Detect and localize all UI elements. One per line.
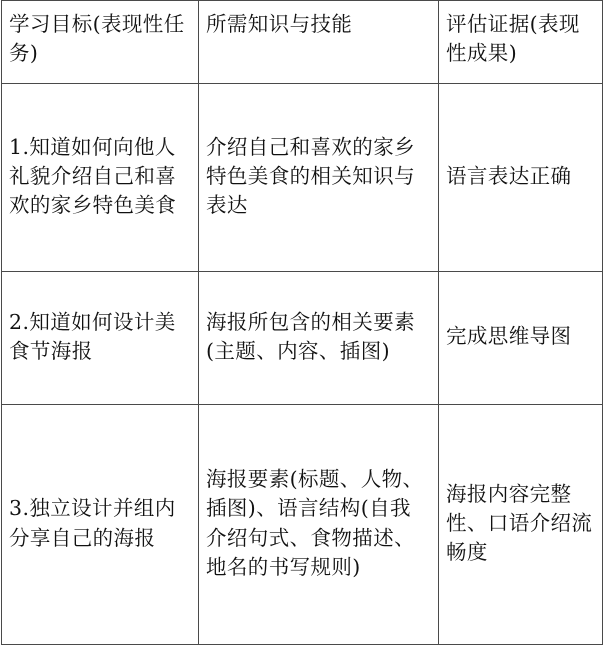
- table-row: [2, 84, 603, 272]
- cell-evidence: 语言表达正确: [439, 84, 603, 272]
- cell-evidence: 完成思维导图: [439, 272, 603, 405]
- column-header-knowledge: 所需知识与技能: [199, 1, 439, 84]
- column-header-goal: 学习目标(表现性任务): [2, 1, 199, 84]
- table-row: [2, 272, 603, 405]
- cell-knowledge: 海报所包含的相关要素(主题、内容、插图): [199, 272, 439, 405]
- cell-goal: 1.知道如何向他人礼貌介绍自己和喜欢的家乡特色美食: [2, 84, 199, 272]
- cell-goal: 3.独立设计并组内分享自己的海报: [2, 405, 199, 645]
- cell-knowledge: 海报要素(标题、人物、插图)、语言结构(自我介绍句式、食物描述、地名的书写规则): [199, 405, 439, 645]
- cell-goal: 2.知道如何设计美食节海报: [2, 272, 199, 405]
- cell-knowledge: 介绍自己和喜欢的家乡特色美食的相关知识与表达: [199, 84, 439, 272]
- cell-evidence: 海报内容完整性、口语介绍流畅度: [439, 405, 603, 645]
- table-header-row: [2, 1, 603, 84]
- column-header-evidence: 评估证据(表现性成果): [439, 1, 603, 84]
- learning-goals-table: [1, 0, 603, 645]
- table-row: [2, 405, 603, 645]
